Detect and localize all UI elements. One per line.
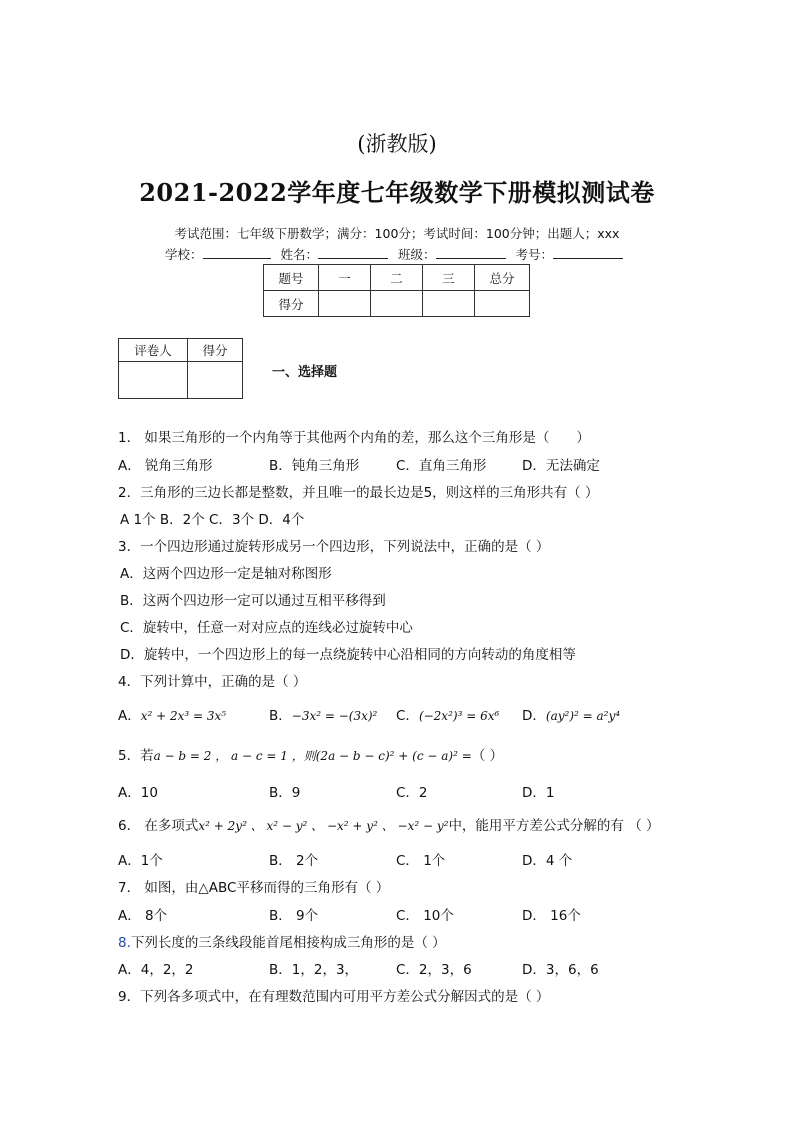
grader-table-row (119, 362, 243, 399)
score-cell[interactable] (371, 291, 423, 317)
question-1-option-c: C．直角三角形 (396, 458, 487, 474)
grader-header-cell: 评卷人 (119, 339, 188, 362)
question-3-option-c: C．旋转中，任意一对对应点的连线必过旋转中心 (120, 620, 413, 636)
grader-cell[interactable] (119, 362, 188, 399)
question-9-stem: 9．下列各多项式中，在有理数范围内可用平方差公式分解因式的是（ ） (118, 989, 550, 1005)
question-7-option-c: C． 10个 (396, 908, 454, 924)
class-blank[interactable] (436, 245, 506, 259)
stem-text: 下列长度的三条线段能首尾相接构成三角形的是（ ） (130, 935, 446, 951)
math-expression: x² + 2y² 、 x² − y² 、 −x² + y² 、 −x² − y² (198, 819, 449, 833)
math-expression: a − b = 2 ， a − c = 1 ，则(2a − b − c)² + (c − a)² = (153, 749, 472, 763)
question-number: 8. (118, 935, 131, 951)
question-5-option-a: A．10 (118, 785, 158, 801)
score-header-cell: 二 (371, 265, 423, 291)
edition-label: (浙教版) (357, 132, 437, 156)
school-blank[interactable] (203, 245, 271, 259)
score-table-header-row (264, 265, 530, 291)
question-3-option-a: A．这两个四边形一定是轴对称图形 (120, 566, 332, 582)
question-6-option-b: B． 2个 (269, 853, 319, 869)
math-expression: −3x² = −(3x)² (291, 709, 378, 723)
question-4-option-b (269, 704, 377, 724)
stem-text: 6． 在多项式 (118, 818, 199, 834)
question-2-options: A 1个 B．2个 C．3个 D．4个 (120, 512, 305, 528)
question-5-option-c: C．2 (396, 785, 428, 801)
number-blank[interactable] (553, 245, 623, 259)
exam-info: 考试范围：七年级下册数学；满分：100分；考试时间：100分钟；出题人；xxx (174, 226, 620, 241)
grader-cell[interactable] (188, 362, 243, 399)
question-6-stem (118, 814, 660, 834)
question-8-stem (118, 931, 446, 951)
option-label: B． (269, 708, 292, 724)
question-4-option-a (118, 704, 226, 724)
stem-text: 中，能用平方差公式分解的有 （ ） (448, 818, 660, 834)
question-1-option-a: A． 锐角三角形 (118, 458, 213, 474)
question-3-option-d: D．旋转中，一个四边形上的每一点绕旋转中心沿相同的方向转动的角度相等 (120, 647, 576, 663)
name-blank[interactable] (318, 245, 388, 259)
grader-header-cell: 得分 (188, 339, 243, 362)
option-label: C． (396, 708, 419, 724)
question-1-stem: 1． 如果三角形的一个内角等于其他两个内角的差，那么这个三角形是（ ） (118, 430, 590, 446)
question-3-option-b: B．这两个四边形一定可以通过互相平移得到 (120, 593, 386, 609)
question-4-option-c (396, 704, 499, 724)
score-table (263, 264, 530, 317)
score-row-label: 得分 (264, 291, 319, 317)
score-cell[interactable] (319, 291, 371, 317)
name-label: 姓名： (280, 247, 318, 262)
section-heading: 一、选择题 (272, 365, 338, 380)
question-5-option-d: D．1 (522, 785, 555, 801)
score-header-cell: 一 (319, 265, 371, 291)
question-7-stem: 7． 如图，由△ABC平移而得的三角形有（ ） (118, 880, 390, 896)
score-cell[interactable] (475, 291, 530, 317)
student-info-row (0, 245, 794, 263)
math-expression: x² + 2x³ = 3x⁵ (140, 709, 227, 723)
score-cell[interactable] (423, 291, 475, 317)
exam-title: 2021-2022学年度七年级数学下册模拟测试卷 (139, 178, 655, 207)
question-5-stem (118, 744, 503, 764)
question-6-option-c: C． 1个 (396, 853, 446, 869)
question-4-option-d (522, 704, 620, 724)
question-7-option-a: A． 8个 (118, 908, 168, 924)
score-header-cell: 题号 (264, 265, 319, 291)
stem-text: （ ） (471, 748, 504, 764)
score-header-cell: 三 (423, 265, 475, 291)
option-label: D． (522, 708, 546, 724)
question-7-option-b: B． 9个 (269, 908, 319, 924)
score-table-score-row (264, 291, 530, 317)
grader-table-header-row (119, 339, 243, 362)
class-label: 班级： (397, 247, 436, 262)
question-1-option-b: B．钝角三角形 (269, 458, 360, 474)
math-expression: (ay²)² = a²y⁴ (545, 709, 621, 723)
question-8-option-a: A．4，2，2 (118, 962, 194, 978)
question-8-option-d: D．3，6，6 (522, 962, 599, 978)
stem-text: 5．若 (118, 748, 154, 764)
math-expression: (−2x²)³ = 6x⁶ (418, 709, 500, 723)
score-header-cell: 总分 (475, 265, 530, 291)
question-3-stem: 3．一个四边形通过旋转形成另一个四边形，下列说法中，正确的是（ ） (118, 539, 550, 555)
question-2-stem: 2．三角形的三边长都是整数，并且唯一的最长边是5，则这样的三角形共有（ ） (118, 485, 599, 501)
number-label: 考号： (515, 247, 553, 262)
option-label: A． (118, 708, 141, 724)
grader-table (118, 338, 243, 399)
question-6-option-a: A．1个 (118, 853, 163, 869)
question-7-option-d: D． 16个 (522, 908, 581, 924)
question-8-option-c: C．2，3，6 (396, 962, 472, 978)
school-label: 学校： (164, 247, 203, 262)
question-4-stem: 4．下列计算中，正确的是（ ） (118, 674, 307, 690)
question-6-option-d: D．4 个 (522, 853, 573, 869)
question-1-option-d: D．无法确定 (522, 458, 600, 474)
question-8-option-b: B．1，2，3， (269, 962, 359, 978)
question-5-option-b: B．9 (269, 785, 301, 801)
